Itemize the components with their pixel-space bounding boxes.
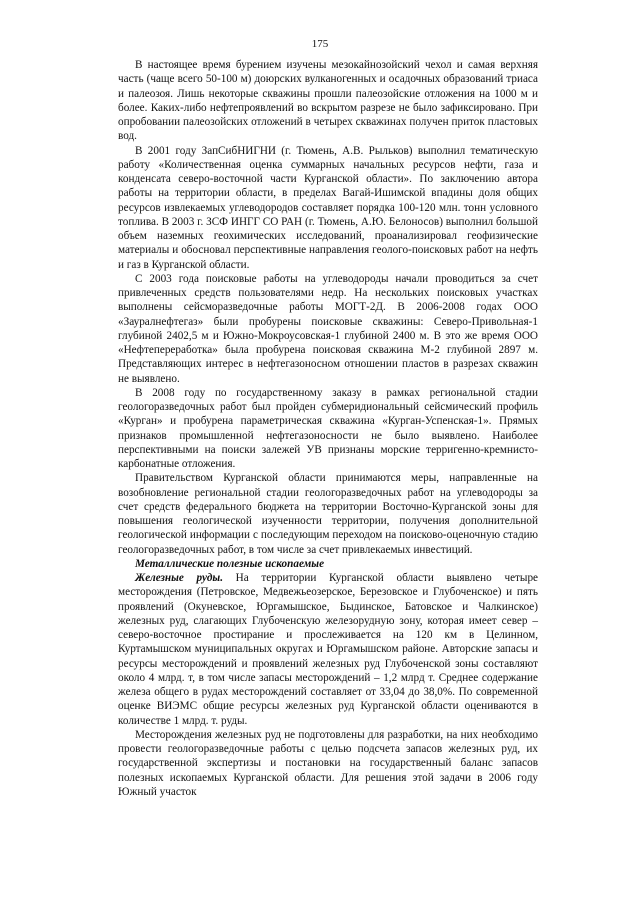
paragraph-drilling: В настоящее время бурением изучены мезокайнозойский чехол и самая верхняя часть (чаще всего 50-100 м) доюрских вулканогенных и осадочных образований триаса и палеозоя. Лишь некоторые скважины прошли палеозойские отложения на 1000 м и более. Каких-либо нефтепроявлений во вскрытом разрезе не было зафиксировано. При опробовании палеозойских отложений в четырех скважинах получен приток пластовых вод. <box>118 59 538 143</box>
paragraph-iron-deposits: Месторождения железных руд не подготовлены для разработки, на них необходимо провести геологоразведочные работы с целью подсчета запасов железных руд, их государственной экспертизы и постановки на государственный баланс запасов полезных ископаемых Курганской области. Для решения этой задачи в 2006 году Южный участок <box>118 728 538 798</box>
section-heading-metallic: Металлические полезные ископаемые <box>135 557 325 570</box>
paragraph-iron-ore <box>118 571 538 728</box>
paragraph-government-measures: Правительством Курганской области принимаются меры, направленные на возобновление региональной стадии геологоразведочных работ на углеводороды за счет средств федерального бюджета на территории Восточно-Курганской зоны для повышения геологической изученности территории, получения дополнительной геологической информации с последующим переходом на поисково-оценочную стадию геологоразведочных работ, в том числе за счет привлекаемых инвестиций. <box>118 472 538 556</box>
paragraph-2003-exploration: С 2003 года поисковые работы на углеводороды начали проводиться за счет привлеченных средств пользователями недр. На нескольких поисковых участках выполнены сейсморазведочные работы МОГТ-2Д. В 2006-2008 годах ООО «Зауралнефтегаз» были пробурены поисковые скважины: Северо-Привольная-1 глубиной 2402,5 м и Южно-Мокроусовская-1 глубиной 2400 м. В это же время ООО «Нефтепереработка» была пробурена поисковая скважина М-2 глубиной 2897 м. Представляющих интерес в нефтегазоносном отношении пластов в разрезах скважин не выявлено. <box>118 272 538 385</box>
iron-ore-text: На территории Курганской области выявлено четыре месторождения (Петровское, Медвежьеозерское, Березовское и Глубоченское) и пять проявлений (Окуневское, Юргамышское, Быдинское, Батовское и Чалкинское) железных руд, слагающих Глубоченскую железорудную зону, которая имеет север – северо-восточное простирание и прослеживается на 120 км в Целинном, Куртамышском муниципальных округах и Юргамышском районе. Авторские запасы и ресурсы месторождений и проявлений железных руд Глубоченской зоны составляют около 4 млрд. т, в том числе запасы месторождений – 1,2 млрд т. Среднее содержание железа общего в рудах месторождений составляет от 33,04 до 38,0%. По современной оценке ВИЭМС общие ресурсы железных руд Курганской области оцениваются в количестве 1 млрд. т. руды. <box>118 572 538 727</box>
page-number: 175 <box>311 38 329 50</box>
iron-ore-run-in-heading: Железные руды. <box>135 572 223 584</box>
paragraph-2008-profile: В 2008 году по государственному заказу в рамках региональной стадии геологоразведочных работ был пройден субмеридиональный сейсмический профиль «Курган» и пробурена параметрическая скважина «Курган-Успенская-1». Прямых признаков промышленной нефтегазоносности не было выявлено. Наиболее перспективными на поиски залежей УВ признаны морские терригенно-кремнисто-карбонатные отложения. <box>118 386 538 470</box>
paragraph-2001-study: В 2001 году ЗапСибНИГНИ (г. Тюмень, А.В. Рыльков) выполнил тематическую работу «Количественная оценка суммарных начальных ресурсов нефти, газа и конденсата северо-восточной части Курганской области». По заключению автора работы на территории области, в пределах Вагай-Ишимской впадины доля общих ресурсов извлекаемых углеводородов составляет порядка 100-120 млн. тонн условного топлива. В 2003 г. ЗСФ ИНГГ СО РАН (г. Тюмень, А.Ю. Белоносов) выполнил большой объем наземных геохимических исследований, проанализировал геофизические материалы и обосновал перспективные направления геолого-поисковых работ на нефть и газ в Курганской области. <box>118 144 538 271</box>
page-body <box>118 58 538 799</box>
